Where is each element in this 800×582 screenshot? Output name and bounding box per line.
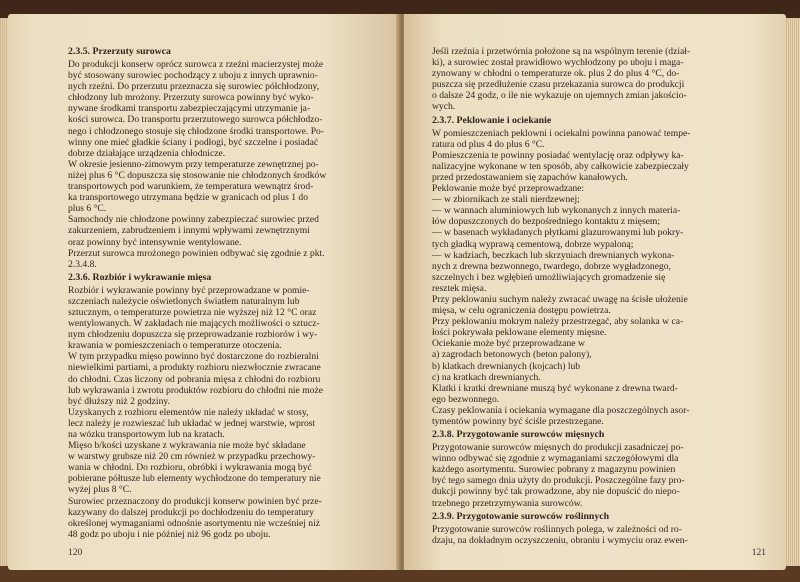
text-line: puszcza się przedłużenie czasu przekazania surowca do produkcji [432,79,685,91]
text-line: lub wykrawania i zwrotu produktów rozbioru do chłodni nie może [68,384,323,396]
section-heading: 2.3.9. Przygotowanie surowców roślinnych [432,510,610,522]
text-line: W tym przypadku mięso powinno być dostarczone do rozbieralni [68,351,319,363]
text-line: szczelnych i bez wgłębień umożliwiających gromadzenie się [432,271,666,283]
text-line: tymentów powinny być ściśle przestrzegane. [432,416,604,427]
text-line: pobierane półtusze lub elementy wychłodzone do temperatury nie [68,473,321,485]
section-body [432,524,768,546]
text-line: zakurzeniem, zabrudzeniem i innymi wpływami zewnętrznymi [68,225,310,237]
page-number: 120 [68,548,83,558]
section-rozbior [68,272,378,540]
text-line: Ociekanie może być przeprowadzane w [432,338,585,350]
intro-paragraph [432,46,768,113]
section-body [432,128,768,428]
section-surowce-roslinne [432,511,768,546]
text-line: resztek mięsa. [432,282,487,294]
text-line: nego i chłodzonego stosuje się chłodzone środki transportowe. Po- [68,125,325,137]
text-line: w warstwy grubsze niż 20 cm również w przypadku przechowy- [68,451,316,463]
page-number: 121 [751,548,766,558]
text-line: zynowany w chłodni o temperaturze ok. plus 2 do plus 4 °C, do- [432,68,680,80]
text-line: kości surowca. Do transportu przerzutowego surowca półchłodzo- [68,114,323,126]
text-line: chłodzony lub mrożony. Przerzuty surowca powinny być wyko- [68,92,314,104]
text-line: kazywany do dalszej produkcji po dochłodzeniu do temperatury [68,506,314,518]
text-line: niewielkimi partiami, a produkty rozbioru niezwłocznie zwracane [68,362,321,374]
text-line: transportowych pod warunkiem, że temperatura wewnątrz środ- [68,181,314,193]
text-line: Do produkcji konserw oprócz surowca z rzeźni macierzystej może [68,59,324,70]
text-line: Uzyskanych z rozbioru elementów nie należy układać w stosy, [68,406,309,418]
section-heading: 2.3.5. Przerzuty surowca [68,46,171,57]
text-line: Przerzut surowca mrożonego powinien odbywać się zgodnie z pkt. [68,247,325,259]
right-page [404,14,786,570]
text-line: przed przedostawaniem się zapachów kanałowych. [432,171,628,183]
text-line: Klatki i kratki drewniane muszą być wykonane z drewna tward- [432,382,678,394]
text-line: nywane środkami transportu zabezpieczającymi utrzymanie ja- [68,103,311,115]
text-line: na wózku transportowym lub na kratach. [68,429,225,440]
section-body [432,442,768,509]
text-line: określonej wymaganiami odnośnie asortymentu nie wcześniej niż [68,517,321,529]
text-line: Mięso b/kości uzyskane z wykrawania nie może być składane [68,440,306,452]
text-line: a) zagrodach betonowych (beton palony), [432,349,592,361]
text-line: W pomieszczeniach peklowni i ociekalni powinna panować tempe- [432,127,691,139]
text-line: nych z drewna bezwonnego, twardego, dobrze wygładzonego, [432,260,671,272]
text-line: łości pokrywała peklowane elementy mięsne. [432,327,607,339]
text-line: ka transportowego utrzymana będzie w granicach od plus 1 do [68,192,309,204]
text-line: b) klatkach drewnianych (kojcach) lub [432,360,581,372]
text-line: krawania w pomieszczeniach o temperaturze otoczenia. [68,340,282,352]
text-line: ego bezwonnego. [432,393,500,405]
text-line: — w basenach wykładanych płytkami glazurowanymi lub pokry- [432,227,684,239]
text-line: każdego asortymentu. Surowiec pobrany z magazynu powinien [432,464,676,476]
text-line: ki), a surowiec został prawidłowo wychłodzony po uboju i maga- [432,57,684,69]
text-line: wych. [432,101,456,113]
text-line: Samochody nie chłodzone powinny zabezpieczać surowiec przed [68,214,319,226]
section-body [68,59,378,270]
text-line: wyżej plus 8 °C. [68,484,132,496]
text-line: plus 6 °C. [68,203,107,215]
right-page-edges [784,18,800,566]
text-line: Przy peklowaniu mokrym należy przestrzegać, aby solanka w ca- [432,316,684,328]
text-line: nych rzeźni. Do przerzutu przeznacza się surowiec półchłodzony, [68,81,320,93]
text-line: Czasy peklowania i ociekania wymagane dla poszczególnych asor- [432,404,690,416]
text-line: Jeśli rzeźnia i przetwórnia położone są na wspólnym terenie (dział- [432,46,691,57]
section-surowce-miesne [432,429,768,509]
text-line: dzaju, na dokładnym oczyszczeniu, obraniu i wymyciu oraz ewen- [432,534,688,546]
text-line: Przy peklowaniu suchym należy zwracać uwagę na ścisłe ułożenie [432,293,688,305]
text-line: nym chłodzeniu dopuszcza się przeprowadzanie rozbiorów i wy- [68,329,318,341]
text-line: o dalsze 24 godz, o ile nie wykazuje on ujemnych zmian jakościo- [432,90,687,102]
text-line: niżej plus 6 °C dopuszcza się stosowanie nie chłodzonych środków [68,169,327,181]
section-heading: 2.3.8. Przygotowanie surowców mięsnych [432,429,605,441]
text-line: ratura od plus 4 do plus 6 °C. [432,138,545,150]
text-line: szczeniach należycie oświetlonych światłem naturalnym lub [68,295,300,307]
text-line: łów dopuszczonych do bezpośredniego kontaktu z mięsem; [432,216,661,228]
text-line: mięsa, w celu ograniczenia dostępu powietrza. [432,305,611,317]
text-line: Surowiec przeznaczony do produkcji konserw powinien być prze- [68,495,322,507]
text-line: Przygotowanie surowców roślinnych polega, w zależności od ro- [432,523,682,535]
left-page [8,14,400,570]
text-line: nalizacyjne wykonane w ten sposób, aby całkowicie zabezpieczały [432,160,689,172]
text-line: sztucznym, o temperaturze powietrza nie wyższej niż 12 °C oraz [68,306,317,318]
text-line: Pomieszczenia te powinny posiadać wentylację oraz odpływy ka- [432,149,684,161]
text-line: dobrze działające urządzenia chłodnicze. [68,147,226,159]
text-line: winny one mieć gładkie ściany i podłogi, być szczelne i posiadać [68,136,319,148]
text-line: 48 godz po uboju i nie później niż 96 godz po uboju. [68,528,271,540]
text-line: winno odbywać się zgodnie z wymaganiami szczegółowymi dla [432,453,679,465]
text-line: c) na kratkach drewnianych. [432,371,541,383]
text-line: lecz należy je rozwieszać lub układać w jednej warstwie, wprost [68,417,316,429]
section-heading: 2.3.7. Peklowanie i ociekanie [432,114,552,126]
text-line: — w zbiornikach ze stali nierdzewnej; [432,194,580,206]
text-line: — w kadziach, beczkach lub skrzyniach drewnianych wykona- [432,249,675,261]
text-line: wentylowanych. W zakładach nie mających możliwości o sztucz- [68,318,320,330]
text-line: Przygotowanie surowców mięsnych do produkcji zasadniczej po- [432,442,684,454]
text-line: być tego samego dnia użyty do produkcji. Poszczególne fazy pro- [432,475,685,487]
section-peklowanie [432,115,768,428]
text-line: Peklowanie może być przeprowadzane: [432,183,585,195]
section-heading: 2.3.6. Rozbiór i wykrawanie mięsa [68,271,212,283]
text-line: wania w chłodni. Do rozbioru, obróbki i wykrawania mogą być [68,462,312,474]
section-przerzuty [68,46,378,270]
text-line: 2.3.4.8. [68,258,97,270]
text-line: — w wannach aluminiowych lub wykonanych z innych materia- [432,205,681,217]
text-line: być stosowany surowiec pochodzący z uboju z innych uprawnio- [68,70,318,82]
text-line: dukcji powinny być tak prowadzone, aby nie dopuścić do niepo- [432,486,680,498]
text-line: Rozbiór i wykrawanie powinny być przeprowadzane w pomie- [68,284,310,296]
text-line: tych gładką wyprawą cementową, dobrze wypaloną; [432,238,634,250]
text-line: W okresie jesienno-zimowym przy temperaturze zewnętrznej po- [68,158,319,170]
text-line: być dłuższy niż 2 godziny. [68,395,170,407]
text-line: do chłodni. Czas liczony od pobrania mięsa z chłodni do rozbioru [68,373,321,385]
text-line: oraz powinny być intensywnie wentylowane. [68,236,242,248]
section-body [68,285,378,540]
text-line: trzebnego przetrzymywania surowców. [432,497,583,509]
